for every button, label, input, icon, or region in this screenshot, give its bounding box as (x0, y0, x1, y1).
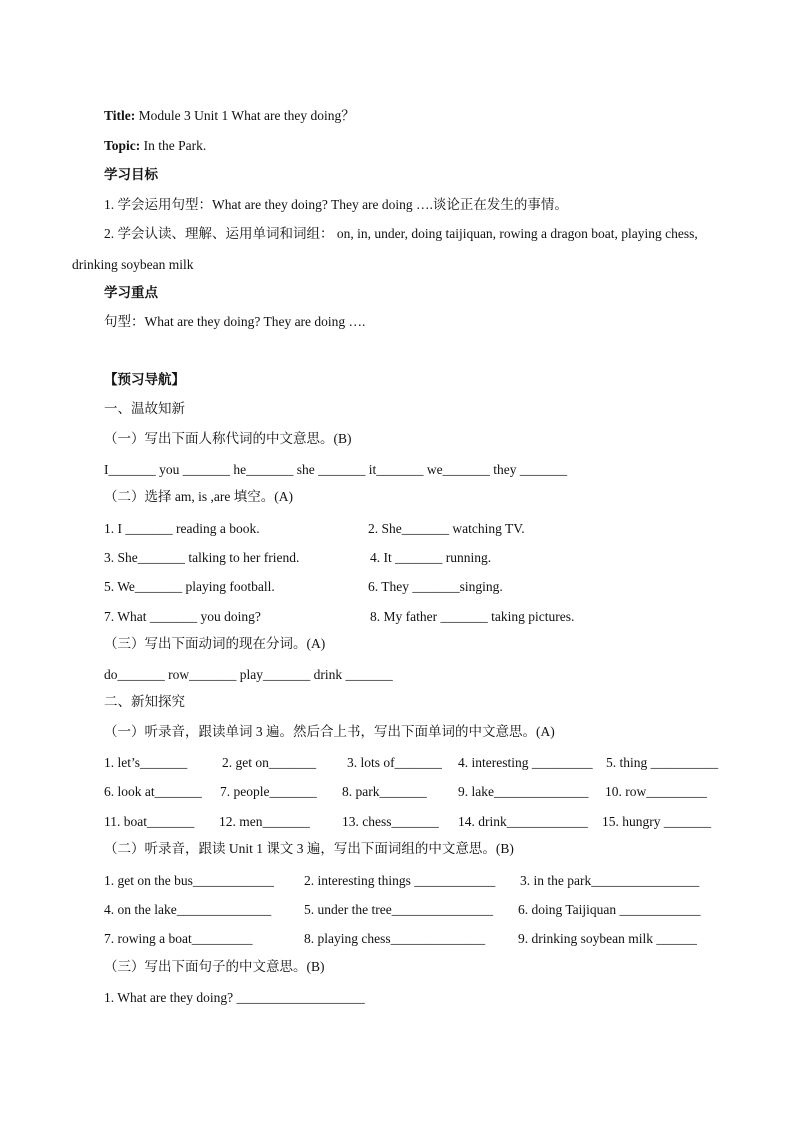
sec3-line: do_______ row_______ play_______ drink _______ (104, 667, 393, 682)
sec2-item: 1. I _______ reading a book. (104, 521, 260, 536)
sec2-item: 7. What _______ you doing? (104, 609, 261, 624)
sec5-item: 9. drinking soybean milk ______ (518, 931, 697, 946)
sec5-item: 5. under the tree_______________ (304, 902, 493, 917)
sec3-title: （三）写出下面动词的现在分词。(A) (104, 636, 326, 651)
sec5-item: 6. doing Taijiquan ____________ (518, 902, 701, 917)
sec4-item: 1. let’s_______ (104, 755, 188, 770)
sec4-item: 3. lots of_______ (347, 755, 442, 770)
preview-heading: 【预习导航】 (104, 372, 185, 387)
topic-value: In the Park. (140, 138, 207, 153)
sec5-item: 4. on the lake______________ (104, 902, 272, 917)
sec1-line: I_______ you _______ he_______ she _______ it_______ we_______ they _______ (104, 462, 568, 477)
sec4-item: 12. men_______ (219, 814, 310, 829)
sec2-item: 8. My father _______ taking pictures. (370, 609, 575, 624)
goals-heading: 学习目标 (104, 167, 158, 182)
sec2-item: 4. It _______ running. (370, 550, 492, 565)
sec5-title: （二）听录音，跟读 Unit 1 课文 3 遍，写出下面词组的中文意思。(B) (104, 841, 514, 856)
sec4-item: 11. boat_______ (104, 814, 195, 829)
sec4-item: 10. row_________ (605, 784, 707, 799)
sec4-item: 9. lake______________ (458, 784, 589, 799)
sec4-item: 4. interesting _________ (458, 755, 593, 770)
sec5-item: 7. rowing a boat_________ (104, 931, 253, 946)
sec5-item: 2. interesting things ____________ (304, 873, 496, 888)
sec5-item: 3. in the park________________ (520, 873, 700, 888)
sec6-line: 1. What are they doing? ___________________ (104, 990, 365, 1005)
sec4-item: 14. drink____________ (458, 814, 588, 829)
sec2-item: 6. They _______singing. (368, 579, 503, 594)
sec4-item: 15. hungry _______ (602, 814, 712, 829)
title-value: Module 3 Unit 1 What are they doing？ (135, 108, 355, 123)
sec1-title: （一）写出下面人称代词的中文意思。(B) (104, 431, 352, 446)
sec4-item: 5. thing __________ (606, 755, 719, 770)
sec2-title: （二）选择 am, is ,are 填空。(A) (104, 489, 293, 504)
sec5-item: 1. get on the bus____________ (104, 873, 274, 888)
sec5-item: 8. playing chess______________ (304, 931, 486, 946)
topic-label: Topic: (104, 138, 141, 153)
sec4-title: （一）听录音，跟读单词 3 遍。然后合上书，写出下面单词的中文意思。(A) (104, 724, 555, 739)
sec2-item: 3. She_______ talking to her friend. (104, 550, 300, 565)
goal-item-1: 1. 学会运用句型：What are they doing? They are doing ….谈论正在发生的事情。 (104, 197, 568, 212)
sec4-item: 8. park_______ (342, 784, 427, 799)
keypoints-item: 句型：What are they doing? They are doing …. (104, 314, 366, 329)
part1-title: 一、温故知新 (104, 401, 185, 416)
topic-line (104, 137, 722, 155)
sec4-item: 7. people_______ (220, 784, 317, 799)
sec4-item: 2. get on_______ (222, 755, 317, 770)
keypoints-heading: 学习重点 (104, 285, 158, 300)
title-label: Title: (104, 108, 136, 123)
sec2-item: 5. We_______ playing football. (104, 579, 275, 594)
title-line (104, 107, 722, 125)
sec6-title: （三）写出下面句子的中文意思。(B) (104, 959, 325, 974)
sec2-item: 2. She_______ watching TV. (368, 521, 525, 536)
goal-item-2: 2. 学会认读、理解、运用单词和词组： on, in, under, doing taijiquan, rowing a dragon boat, playing chess, drinking soybean milk (72, 226, 698, 272)
sec4-item: 6. look at_______ (104, 784, 202, 799)
sec4-item: 13. chess_______ (342, 814, 439, 829)
part2-title: 二、新知探究 (104, 694, 185, 709)
